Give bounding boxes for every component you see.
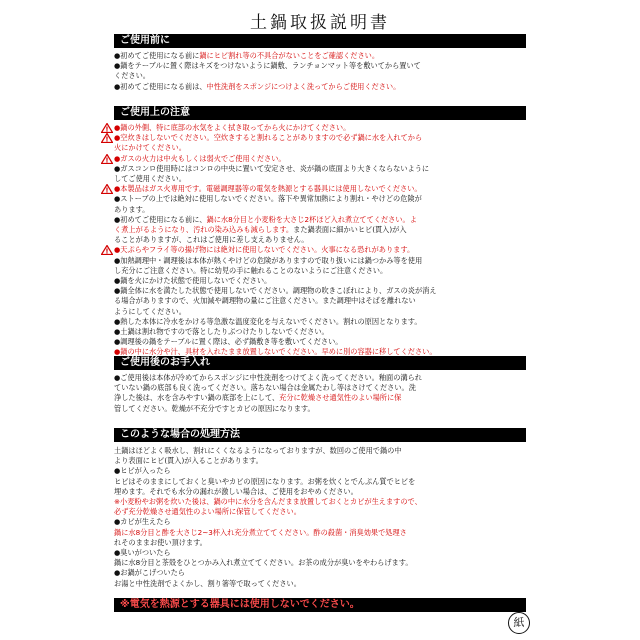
text-line: ●ガスコンロ使用時にはコンロの中央に置いて安定させ、炎が鍋の底面より大きくならないように — [114, 163, 430, 173]
text-line: ●鍋を火にかけた状態で使用しないでください。 — [114, 276, 272, 286]
svg-text:!: ! — [105, 156, 109, 164]
text-line: ●鍋をテーブルに置く際はキズをつけないように鍋敷、ランチョンマット等を敷いてから置いて — [114, 61, 421, 71]
text-line: ●初めてご使用になる前に鍋にヒビ割れ等の不具合がないことをご確認ください。 — [114, 51, 380, 60]
warning-triangle-icon — [101, 245, 113, 255]
section-heading-care: ご使用後のお手入れ — [114, 356, 526, 370]
svg-text:!: ! — [105, 135, 109, 144]
highlighted-text: 鍋に水8分目と小麦粉を大さじ2杯ほど入れ煮立ててください。よ — [206, 214, 417, 224]
section-body-cautions — [114, 123, 524, 358]
text-line: ※小麦粉やお粥を炊いた後は、鍋の中に水分を含んだまま放置しておくとカビが生えますので、 — [114, 497, 422, 507]
text-line: 鍋に水8分目と茶殻をひとつかみ入れ煮立ててください。お茶の成分が臭いをやわらげます。 — [114, 558, 413, 568]
warning-triangle-icon — [101, 133, 113, 143]
highlighted-text: 鍋にヒビ割れ等の不具合がないことをご確認ください。 — [199, 51, 380, 60]
text-line: ●加熱調理中・調理後は本体が熱くやけどの危険がありますので取り扱いには鍋つかみ等を使用 — [114, 255, 423, 265]
text-line: ●鍋全体に水を満たした状態で使用しないでください。調理物の吹きこぼれにより、ガスの炎が消え — [114, 286, 437, 296]
text-line: れそのままお使い頂けます。 — [114, 537, 207, 547]
text-line: お湯と中性洗剤でよくかし、割り箸等で取ってください。 — [114, 578, 301, 588]
text-line: ●土鍋は割れ物ですので落としたりぶつけたりしないでください。 — [114, 327, 329, 337]
text-line: ●熱した本体に冷水をかける等急激な温度変化を与えないでください。割れの原因となります。 — [114, 316, 422, 326]
text-line: ●ガスの火力は中火もしくは弱火でご使用ください。 — [114, 153, 286, 163]
text-line: ●カビが生えたら — [114, 517, 171, 527]
warning-triangle-icon — [101, 123, 113, 133]
text-line: 必ず充分乾燥させ通気性のよい場所に保管してください。 — [114, 507, 301, 517]
text-line: してご使用ください。 — [114, 174, 186, 184]
text-line: ●本製品はガス火専用です。電磁調理器等の電気を熱源とする器具には使用しないでください。 — [114, 184, 422, 194]
text-line: ることがありますが、これはご使用に差し支えありません。 — [114, 235, 309, 245]
text-line: 埋めます。それでも水分の漏れが激しい場合は、ご使用をおやめください。 — [114, 486, 358, 496]
text-line: ●鍋の中に水分や汁、具材を入れたまま放置しないでください。早めに別の容器に移してください。 — [114, 347, 437, 357]
text-line: ●初めてご使用になる前は、中性洗剤をスポンジにつけよく洗ってからご使用ください。 — [114, 81, 401, 91]
text-line: く煮上がるようになり、汚れの染み込みも減らします。また鍋表面に細かいヒビ(貫入)が入 — [114, 225, 407, 235]
text-line: し充分にご注意ください。特に幼児の手に触れることのないようにご注意ください。 — [114, 265, 388, 275]
svg-text:!: ! — [105, 125, 109, 133]
text-line: 浄した後は、水を含みやすい鍋の底部を上にして、充分に乾燥させ通気性のよい場所に保 — [114, 393, 402, 403]
text-line: ●初めてご使用になる前に、鍋に水8分目と小麦粉を大さじ2杯ほど入れ煮立ててください。よ — [114, 214, 417, 224]
page-title: 土鍋取扱説明書 — [250, 13, 390, 33]
text-line: ●臭いがついたら — [114, 548, 171, 558]
text-line: 火にかけてください。 — [114, 143, 186, 153]
text-line — [114, 528, 524, 538]
text-line: ヒビはそのままにしておくと臭いやカビの原因になります。お粥を炊くとでんぷん質でヒビを — [114, 476, 416, 486]
text-line: ●調理後の鍋をテーブルに置く際は、必ず鍋敷き等を敷いてください。 — [114, 337, 343, 347]
text-line: ようにしてください。 — [114, 306, 186, 316]
section-heading-cautions: ご使用上の注意 — [114, 106, 526, 120]
text-line: ●空炊きはしないでください。空炊きすると割れることがありますので必ず鍋に水を入れてから — [114, 133, 423, 143]
text-line: より表面にヒビ(貫入)が入ることがあります。 — [114, 456, 263, 466]
text-line: あります。 — [114, 204, 150, 214]
warning-triangle-icon — [101, 184, 113, 194]
section-body-before-use — [114, 51, 524, 92]
highlighted-text: く煮上がるようになり、汚れの染み込みも減らします。 — [114, 225, 294, 235]
section-heading-before-use: ご使用前に — [114, 34, 526, 48]
text-line: る場合がありますので、火加減や調理物の量にご注意ください。また調理中はそばを離れない — [114, 296, 416, 306]
section-body-care — [114, 373, 524, 414]
paper-recycling-stamp: 紙 — [508, 612, 530, 634]
text-line: 土鍋はほどよく吸水し、割れにくくなるようになっておりますが、数回のご使用で鍋の中 — [114, 446, 402, 455]
highlighted-text: 充分に乾燥させ通気性のよい場所に保 — [279, 393, 402, 403]
text-line: ●ストーブの上では絶対に使用しないでください。落下や異常加熱により割れ・やけどの危険が — [114, 194, 422, 204]
svg-text:!: ! — [105, 247, 109, 256]
section-heading-troubleshooting: このような場合の処理方法 — [114, 428, 526, 442]
text-line: ●お鍋がこげついたら — [114, 568, 185, 578]
highlighted-text: 鍋に水8分目と酢を大さじ2~3杯入れ充分煮立ててください。酢の殺菌・消臭効果で処理さ — [114, 527, 407, 537]
text-line: ●鍋の外側、特に底部の水気をよく拭き取ってから火にかけてください。 — [114, 123, 351, 132]
footer-warning-banner: ※電気を熱源とする器具には使用しないでください。 — [114, 598, 526, 612]
text-line: ●ご使用後は本体が冷めてからスポンジに中性洗剤をつけてよく洗ってください。釉面の溝られ — [114, 373, 422, 382]
text-line: ●ヒビが入ったら — [114, 466, 171, 476]
highlighted-text: 中性洗剤をスポンジにつけよく洗ってからご使用ください。 — [206, 81, 401, 91]
text-line: ていない鍋の底部も良く洗ってください。落ちない場合は金属たわし等はさけてください。洗 — [114, 383, 416, 393]
text-line: ください。 — [114, 71, 150, 81]
section-body-troubleshooting — [114, 446, 524, 589]
text-line: 管してください。乾燥が不充分ですとカビの原因になります。 — [114, 403, 315, 413]
svg-text:!: ! — [105, 186, 109, 195]
text-line: ●天ぷらやフライ等の揚げ物には絶対に使用しないでください。火事になる恐れがあります。 — [114, 245, 415, 255]
warning-triangle-icon — [101, 154, 113, 164]
